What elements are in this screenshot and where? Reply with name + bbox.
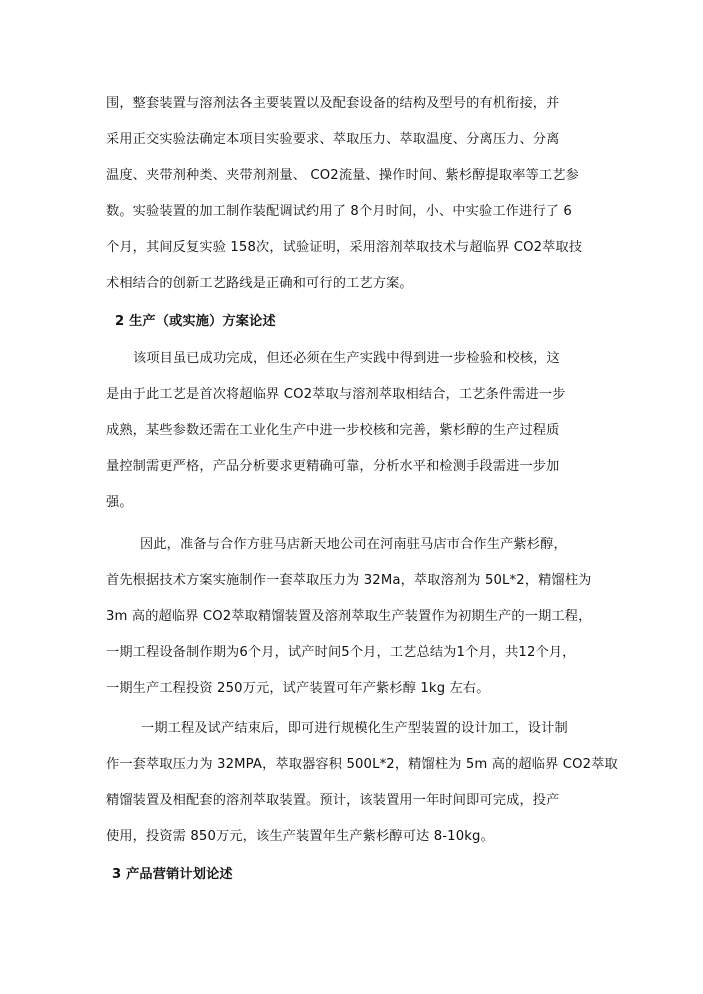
paragraph-2-line: 强。 [106,495,133,510]
paragraph-3-line: 一期生产工程投资 250万元，试产装置可年产紫杉醇 1kg 左右。 [106,681,490,696]
paragraph-4-line: 使用，投资需 850万元，该生产装置年生产紫杉醇可达 8-10kg。 [106,829,494,844]
paragraph-1-line: 个月，其间反复实验 158次，试验证明，采用溶剂萃取技术与超临界 CO2萃取技 [106,240,583,255]
paragraph-1-line: 温度、夹带剂种类、夹带剂剂量、 CO2流量、操作时间、紫杉醇提取率等工艺参 [106,168,579,183]
paragraph-4-line: 作一套萃取压力为 32MPA，萃取器容积 500L*2，精馏柱为 5m 高的超临界 CO2萃取 [106,757,618,772]
paragraph-3-line: 首先根据技术方案实施制作一套萃取压力为 32Ma，萃取溶剂为 50L*2，精馏柱为 [106,573,592,588]
paragraph-2-line: 量控制需更严格，产品分析要求更精确可靠，分析水平和检测手段需进一步加 [106,459,560,474]
section-3-heading: 3 产品营销计划论述 [112,867,233,882]
paragraph-3-line: 因此，准备与合作方驻马店新天地公司在河南驻马店市合作生产紫杉醇， [140,537,567,552]
paragraph-2-line: 该项目虽已成功完成，但还必须在生产实践中得到进一步检验和校核，这 [133,351,560,366]
paragraph-4-line: 精馏装置及相配套的溶剂萃取装置。预计，该装置用一年时间即可完成，投产 [106,793,560,808]
paragraph-1-line: 数。实验装置的加工制作装配调试约用了 8个月时间，小、中实验工作进行了 6 [106,204,572,219]
paragraph-1-line: 采用正交实验法确定本项目实验要求、萃取压力、萃取温度、分离压力、分离 [106,132,560,147]
paragraph-1-line: 术相结合的创新工艺路线是正确和可行的工艺方案。 [106,276,413,291]
paragraph-1-line: 围，整套装置与溶剂法各主要装置以及配套设备的结构及型号的有机衔接，并 [106,96,560,111]
paragraph-3-line: 一期工程设备制作期为6个月，试产时间5个月，工艺总结为1个月，共12个月， [106,645,576,660]
paragraph-3-line: 3m 高的超临界 CO2萃取精馏装置及溶剂萃取生产装置作为初期生产的一期工程， [106,609,592,624]
paragraph-2-line: 是由于此工艺是首次将超临界 CO2萃取与溶剂萃取相结合，工艺条件需进一步 [106,387,566,402]
paragraph-4-line: 一期工程及试产结束后，即可进行规模化生产型装置的设计加工，设计制 [141,721,568,736]
section-2-heading: 2 生产（或实施）方案论述 [115,314,276,329]
paragraph-2-line: 成熟，某些参数还需在工业化生产中进一步校核和完善，紫杉醇的生产过程质 [106,423,560,438]
